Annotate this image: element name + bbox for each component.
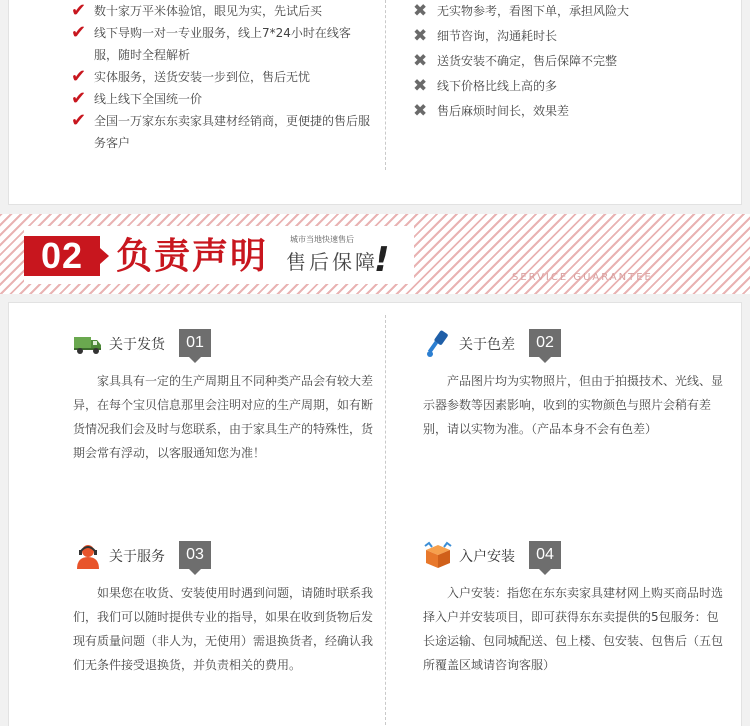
section-header [73, 329, 373, 359]
check-icon: ✔ [71, 22, 87, 43]
banner-english-caption: SERVICE GUARANTEE [512, 272, 653, 283]
cons-item-text: 送货安装不确定，售后保障不完整 [437, 54, 618, 68]
section-number-badge: 01 [179, 329, 211, 357]
section-number-badge: 02 [529, 329, 561, 357]
cross-icon: ✖ [413, 26, 428, 46]
pros-item [69, 22, 374, 66]
section-service [73, 541, 373, 721]
pros-item [69, 0, 374, 22]
banner-subtitle: 售后保障 [286, 250, 378, 274]
section-title: 关于服务 [109, 549, 165, 565]
truck-icon [73, 329, 103, 359]
section-banner [0, 214, 750, 294]
banner-number-notch [100, 248, 109, 264]
package-icon [423, 541, 453, 571]
cons-item-text: 细节咨询，沟通耗时长 [437, 29, 558, 43]
cross-icon: ✖ [413, 1, 428, 21]
pros-item-text: 实体服务，送货安装一步到位，售后无忧 [94, 70, 311, 84]
cross-icon: ✖ [413, 51, 428, 71]
section-body: 家具具有一定的生产周期且不同种类产品会有较大差异，在每个宝贝信息那里会注明对应的生产周期，如有断货情况我们会及时与您联系，由于家具生产的特殊性，货期会常有浮动，以客服通知您为准！ [73, 374, 374, 460]
section-number-badge: 04 [529, 541, 561, 569]
pros-list [69, 0, 374, 154]
pros-item-text: 全国一万家东东卖家具建材经销商，更便捷的售后服务客户 [94, 114, 371, 150]
check-icon: ✔ [71, 110, 87, 131]
cross-icon: ✖ [413, 101, 428, 121]
pros-item-text: 线上线下全国统一价 [94, 92, 203, 106]
section-number-badge: 03 [179, 541, 211, 569]
section-body: 产品图片均为实物照片，但由于拍摄技术、光线、显示器参数等因素影响，收到的实物颜色与照片会稍有差别，请以实物为准。（产品本身不会有色差） [423, 374, 724, 436]
banner-exclamation: ! [374, 240, 390, 280]
banner-title: 负责声明 [116, 236, 269, 277]
cons-list [409, 0, 729, 125]
section-header [423, 541, 723, 571]
section-title: 入户安装 [459, 549, 515, 565]
cons-item [409, 50, 729, 72]
banner-number: 02 [24, 236, 100, 276]
section-body: 如果您在收货、安装使用时遇到问题，请随时联系我们，我们可以随时提供专业的指导，如果在收到货物后发现有质量问题（非人为，无使用）需退换货者，经确认我们无条件接受退换货，并负责相关的费用。 [73, 586, 374, 672]
service-info-card [8, 302, 742, 726]
check-icon: ✔ [71, 66, 87, 87]
banner-label-panel [24, 226, 414, 284]
cons-item-text: 无实物参考，看图下单，承担风险大 [437, 4, 630, 18]
section-color-difference [423, 329, 723, 529]
banner-small-caption: 城市当地快速售后 [290, 235, 354, 244]
pros-item [69, 88, 374, 110]
section-header [423, 329, 723, 359]
comparison-card [8, 0, 742, 205]
column-divider [385, 315, 386, 725]
section-shipping [73, 329, 373, 529]
pros-item [69, 110, 374, 154]
paint-icon [423, 329, 453, 359]
pros-item-text: 数十家万平米体验馆，眼见为实，先试后买 [94, 4, 323, 18]
cons-item [409, 0, 729, 22]
pros-item [69, 66, 374, 88]
section-title: 关于色差 [459, 337, 515, 353]
column-divider [385, 0, 386, 170]
section-installation [423, 541, 723, 721]
service-person-icon [73, 541, 103, 571]
cons-item [409, 25, 729, 47]
cons-item [409, 75, 729, 97]
cons-item-text: 线下价格比线上高的多 [437, 79, 558, 93]
check-icon: ✔ [71, 88, 87, 109]
cons-item [409, 100, 729, 122]
cross-icon: ✖ [413, 76, 428, 96]
section-body: 入户安装：指您在东东卖家具建材网上购买商品时选择入户并安装项目，即可获得东东卖提供的5包服务：包长途运输、包同城配送、包上楼、包安装、包售后（五包所覆盖区域请咨询客服） [423, 586, 724, 672]
cons-item-text: 售后麻烦时间长，效果差 [437, 104, 570, 118]
section-title: 关于发货 [109, 337, 165, 353]
section-header [73, 541, 373, 571]
check-icon: ✔ [71, 0, 87, 21]
pros-item-text: 线下导购一对一专业服务，线上7*24小时在线客服，随时全程解析 [94, 26, 351, 62]
